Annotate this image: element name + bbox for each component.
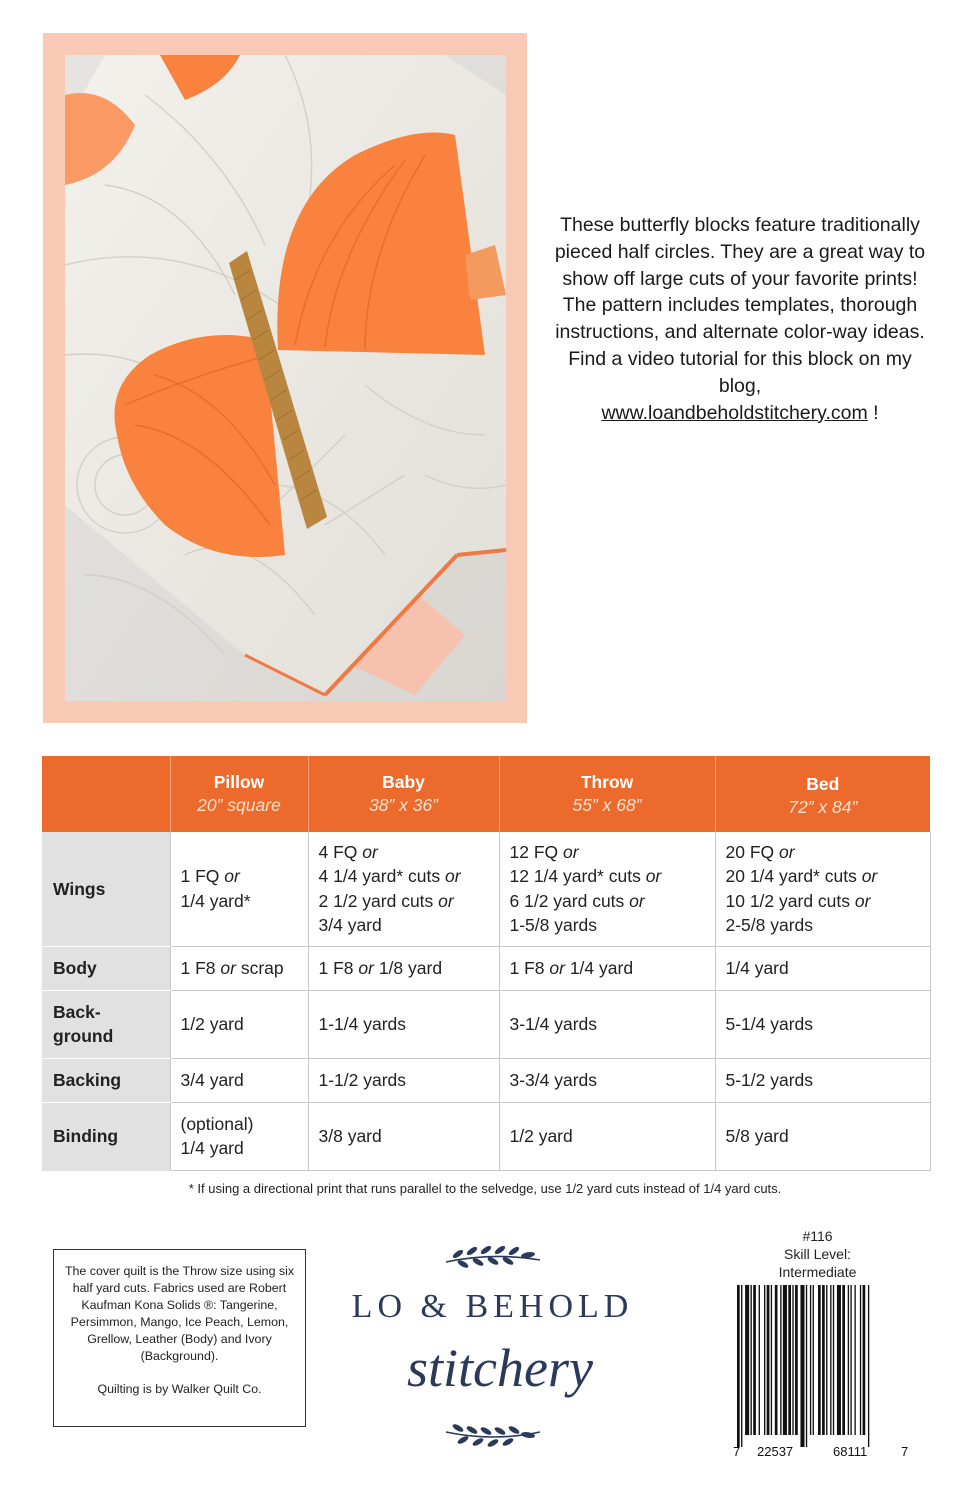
barcode-bar [771,1285,772,1435]
barcode-bar [751,1285,752,1435]
table-cell: 1/2 yard [499,1102,715,1170]
table-cell: 3-1/4 yards [499,990,715,1058]
table-cell: 1-1/4 yards [308,990,499,1058]
quilt-photo [65,55,506,701]
column-header-baby: Baby 38” x 36” [308,756,499,832]
table-cell: 12 FQ or 12 1/4 yard* cuts or 6 1/2 yard cuts or 1-5/8 yards [499,832,715,946]
laurel-top-icon [438,1244,548,1274]
barcode [733,1285,911,1447]
barcode-digit-check: 7 [901,1444,909,1459]
barcode-bar [863,1285,866,1435]
barcode-bar [764,1285,765,1435]
table-row-binding [42,1102,930,1170]
table-cell: 1 F8 or scrap [170,946,308,990]
table-cell: 1/2 yard [170,990,308,1058]
barcode-bar [860,1285,861,1435]
barcode-bar [848,1285,849,1435]
table-cell: 1 F8 or 1/4 yard [499,946,715,990]
barcode-bar [753,1285,756,1435]
quilting-credit: Quilting is by Walker Quilt Co. [97,1382,262,1396]
skill-level-label: Skill Level: [784,1246,851,1262]
table-cell: 5-1/2 yards [715,1058,930,1102]
quilt-illustration [65,55,506,701]
barcode-bar [822,1285,825,1435]
table-header-row [42,756,930,832]
table-cell: 1 F8 or 1/8 yard [308,946,499,990]
table-cell: 1 FQ or 1/4 yard* [170,832,308,946]
skill-level-value: Intermediate [778,1264,857,1280]
barcode-bar [788,1285,791,1435]
table-cell: 4 FQ or 4 1/4 yard* cuts or 2 1/2 yard cuts or 3/4 yard [308,832,499,946]
table-cell: 1/4 yard [715,946,930,990]
brand-script [350,1332,650,1412]
barcode-digit-left: 22537 [757,1444,794,1459]
laurel-bottom-icon [438,1418,548,1448]
row-header-wings: Wings [42,832,170,946]
column-header-throw: Throw 55” x 68” [499,756,715,832]
product-info [735,1227,900,1281]
barcode-bar [813,1285,814,1435]
barcode-bar [830,1285,831,1435]
barcode-bar [737,1285,740,1447]
blog-link[interactable]: www.loandbeholdstitchery.com [601,401,868,424]
table-cell: 5-1/4 yards [715,990,930,1058]
barcode-bar [850,1285,851,1435]
barcode-bar [780,1285,781,1435]
table-cell: (optional) 1/4 yard [170,1102,308,1170]
barcode-bar [868,1285,869,1447]
barcode-bar [826,1285,827,1435]
brand-name: LO & BEHOLD [351,1288,634,1325]
table-corner-cell [42,756,170,832]
barcode-bar [800,1285,804,1447]
barcode-bar [741,1285,742,1447]
cover-quilt-note [53,1249,306,1427]
barcode-bar [810,1285,811,1435]
photo-frame [43,33,527,723]
table-cell: 3/8 yard [308,1102,499,1170]
table-row-backing [42,1058,930,1102]
barcode-digit-lead: 7 [733,1444,741,1459]
row-header-backing: Backing [42,1058,170,1102]
column-header-bed: Bed 72” x 84” [715,756,930,832]
description-text: These butterfly blocks feature traditionally pieced half circles. They are a great way to show off large cuts of your favorite prints! The pattern includes templates, thorough instructions, and alternate color-way ideas. Find a video tutorial for this block on my blog, [554,214,926,397]
barcode-bar [795,1285,798,1435]
table-row-body [42,946,930,990]
row-header-body: Body [42,946,170,990]
table-cell: 3-3/4 yards [499,1058,715,1102]
barcode-bars [733,1285,911,1447]
pattern-description [548,212,932,426]
barcode-bar [842,1285,845,1435]
description-suffix: ! [867,401,879,424]
barcode-bar [818,1285,821,1435]
cover-note-text: The cover quilt is the Throw size using six half yard cuts. Fabrics used are Robert Kaufman Kona Solids ®: Tangerine, Persimmon, Mango, Ice Peach, Lemon, Grellow, Leather (Body) and Ivory (Background). [64,1264,295,1363]
barcode-digit-right: 68111 [833,1444,868,1459]
brand-script-text: stitchery [407,1338,593,1398]
barcode-bar [837,1285,841,1435]
barcode-bar [767,1285,770,1435]
table-cell: 20 FQ or 20 1/4 yard* cuts or 10 1/2 yard cuts or 2-5/8 yards [715,832,930,946]
column-header-pillow: Pillow 20” square [170,756,308,832]
table-row-wings [42,832,930,946]
row-header-background: Back- ground [42,990,170,1058]
barcode-bar [783,1285,787,1435]
barcode-bar [806,1285,807,1447]
table-row-background [42,990,930,1058]
barcode-bar [833,1285,834,1435]
fabric-requirements-table [42,756,931,1171]
table-cell: 3/4 yard [170,1058,308,1102]
barcode-bar [854,1285,855,1435]
pattern-number: #116 [802,1228,833,1244]
barcode-bar [759,1285,760,1435]
barcode-bar [745,1285,749,1435]
barcode-bar [792,1285,793,1435]
table-cell: 5/8 yard [715,1102,930,1170]
row-header-binding: Binding [42,1102,170,1170]
directional-print-footnote: * If using a directional print that runs parallel to the selvedge, use 1/2 yard cuts instead of 1/4 yard cuts. [188,1181,782,1196]
barcode-bar [775,1285,778,1435]
brand-logo [310,1240,675,1480]
table-cell: 1-1/2 yards [308,1058,499,1102]
